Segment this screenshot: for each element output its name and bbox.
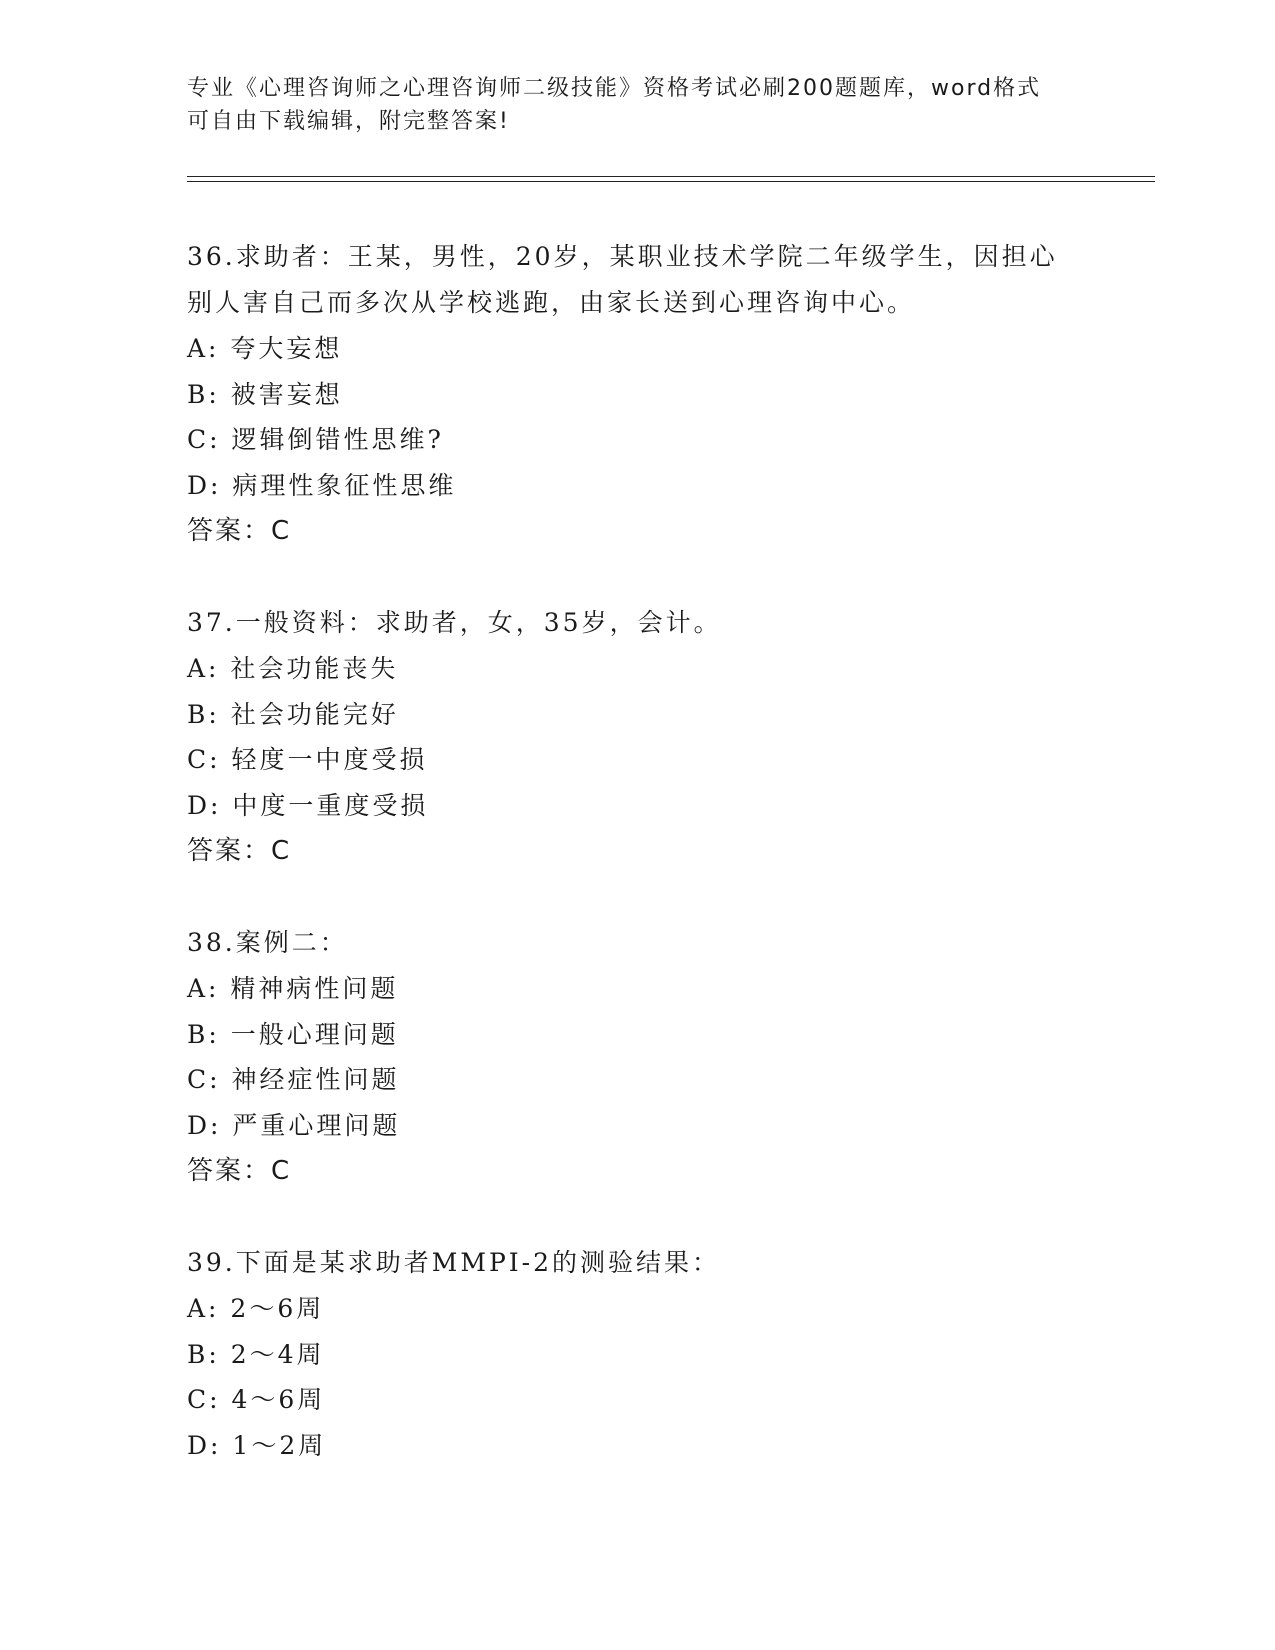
option-b: B: 社会功能完好 bbox=[187, 699, 399, 729]
option-b: B: 被害妄想 bbox=[187, 379, 343, 409]
question-37 bbox=[187, 600, 1087, 874]
header-divider-top bbox=[187, 176, 1155, 177]
header-title-line-2: 可自由下载编辑，附完整答案! bbox=[187, 109, 510, 134]
option-a: A: 夸大妄想 bbox=[187, 334, 343, 363]
option-a: A: 社会功能丧失 bbox=[187, 654, 399, 683]
question-stem: 36.求助者：王某，男性，20岁，某职业技术学院二年级学生，因担心 bbox=[187, 242, 1058, 271]
option-d: D: 1～2周 bbox=[187, 1430, 327, 1460]
answer: 答案：C bbox=[187, 836, 292, 866]
question-39 bbox=[187, 1240, 1087, 1468]
answer: 答案：C bbox=[187, 1156, 292, 1186]
question-36 bbox=[187, 234, 1087, 554]
option-d: D: 严重心理问题 bbox=[187, 1110, 401, 1140]
question-stem: 38.案例二： bbox=[187, 928, 348, 957]
header-divider-bottom bbox=[187, 181, 1155, 182]
option-d: D: 中度一重度受损 bbox=[187, 790, 429, 820]
question-38 bbox=[187, 920, 1087, 1194]
option-c: C: 逻辑倒错性思维? bbox=[187, 425, 444, 454]
option-a: A: 2～6周 bbox=[187, 1294, 325, 1323]
option-c: C: 神经症性问题 bbox=[187, 1065, 400, 1094]
option-c: C: 轻度一中度受损 bbox=[187, 745, 428, 774]
option-d: D: 病理性象征性思维 bbox=[187, 470, 457, 500]
question-list bbox=[187, 234, 1087, 1514]
question-stem: 37.一般资料：求助者，女，35岁，会计。 bbox=[187, 608, 722, 637]
option-c: C: 4～6周 bbox=[187, 1385, 326, 1414]
question-stem: 39.下面是某求助者MMPI-2的测验结果： bbox=[187, 1248, 721, 1277]
header-title-line-1: 专业《心理咨询师之心理咨询师二级技能》资格考试必刷200题题库，word格式 bbox=[187, 76, 1042, 101]
option-b: B: 一般心理问题 bbox=[187, 1019, 399, 1049]
document-header bbox=[187, 72, 1087, 138]
option-b: B: 2～4周 bbox=[187, 1339, 325, 1369]
question-stem: 别人害自己而多次从学校逃跑，由家长送到心理咨询中心。 bbox=[187, 288, 916, 317]
option-a: A: 精神病性问题 bbox=[187, 974, 399, 1003]
answer: 答案：C bbox=[187, 516, 292, 546]
